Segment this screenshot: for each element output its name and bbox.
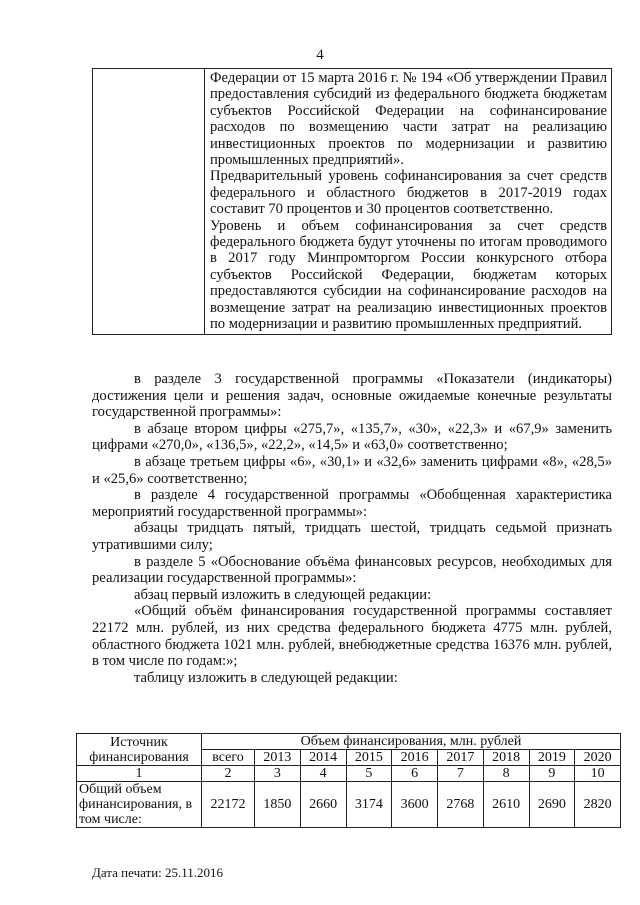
financing-table [76,733,621,828]
column-number: 4 [300,766,346,782]
table-paragraph: Федерации от 15 марта 2016 г. № 194 «Об утверждении Правил предоставления субсидий из федерального бюджета бюджетам субъектов Российской Федерации на софинансирование расходов по возмещению части затрат на реализацию инвестиционных проектов по модернизации и развитию промышленных предприятий». [210,70,607,169]
empty-left-cell [93,69,205,335]
body-text [92,371,612,686]
column-number: 9 [529,766,575,782]
column-header: 2013 [255,750,301,766]
column-number: 8 [483,766,529,782]
column-number: 10 [575,766,621,782]
source-header: Источник финансирования [77,734,202,766]
body-paragraph: абзац первый изложить в следующей редакции: [134,586,432,603]
page-number: 4 [316,47,324,63]
value-cell: 2610 [483,782,529,828]
column-number: 1 [77,766,202,782]
body-paragraph: в разделе 5 «Обоснование объёма финансовых ресурсов, необходимых для реализации государственной программы»: [92,553,612,587]
value-cell: 22172 [202,782,255,828]
row-label: Общий объем финансирования, в том числе: [77,782,202,828]
table-paragraph: Предварительный уровень софинансирования за счет средств федерального и областного бюджетов в 2017-2019 годах составит 70 процентов и 30 процентов соответственно. [210,168,607,218]
value-cell: 2660 [300,782,346,828]
continuation-table [92,68,612,335]
column-numbers-row [77,766,621,782]
column-header: 2017 [438,750,484,766]
column-number: 7 [438,766,484,782]
column-number: 3 [255,766,301,782]
body-paragraph: в разделе 3 государственной программы «Показатели (индикаторы) достижения цели и решения задач, основные ожидаемые конечные результаты государственной программы»: [92,371,612,421]
header-row [77,734,621,750]
body-paragraph: в разделе 4 государственной программы «Обобщенная характеристика мероприятий государственной программы»: [92,487,612,520]
print-date: Дата печати: 25.11.2016 [92,865,224,880]
column-header: 2018 [483,750,529,766]
text-cell [205,69,612,335]
column-header: 2016 [392,750,438,766]
table-paragraph: Уровень и объем софинансирования за счет средств федерального бюджета будут уточнены по итогам проводимого в 2017 году Минпромторгом России конкурсного отбора субъектов Российской Федерации, бюджетам которых предоставляются субсидии на софинансирование расходов на возмещение затрат на реализацию инвестиционных проектов по модернизации и развитию промышленных предприятий. [210,217,607,333]
value-cell: 3600 [392,782,438,828]
body-paragraph: абзацы тридцать пятый, тридцать шестой, тридцать седьмой признать утратившими силу; [92,520,612,553]
value-cell: 3174 [346,782,392,828]
column-number: 5 [346,766,392,782]
body-paragraph: в абзаце третьем цифры «6», «30,1» и «32,6» заменить цифрами «8», «28,5» и «25,6» соответственно; [92,453,612,487]
column-header: 2020 [575,750,621,766]
body-paragraph: в абзаце втором цифры «275,7», «135,7», «30», «22,3» и «67,9» заменить цифрами «270,0», «136,5», «22,2», «14,5» и «63,0» соответственно; [92,420,612,454]
column-header: 2015 [346,750,392,766]
column-header: 2019 [529,750,575,766]
body-paragraph: таблицу изложить в следующей редакции: [134,669,398,686]
column-header: 2014 [300,750,346,766]
value-cell: 2690 [529,782,575,828]
value-cell: 1850 [255,782,301,828]
table-row [77,782,621,828]
value-cell: 2820 [575,782,621,828]
column-number: 6 [392,766,438,782]
body-paragraph: «Общий объём финансирования государственной программы составляет 22172 млн. рублей, из них средства федерального бюджета 4775 млн. рублей, областного бюджета 1021 млн. рублей, внебюджетные средства 16376 млн. рублей, в том числе по годам:»; [92,603,612,670]
value-cell: 2768 [438,782,484,828]
volume-header: Объем финансирования, млн. рублей [202,734,621,750]
column-number: 2 [202,766,255,782]
column-header: всего [202,750,255,766]
